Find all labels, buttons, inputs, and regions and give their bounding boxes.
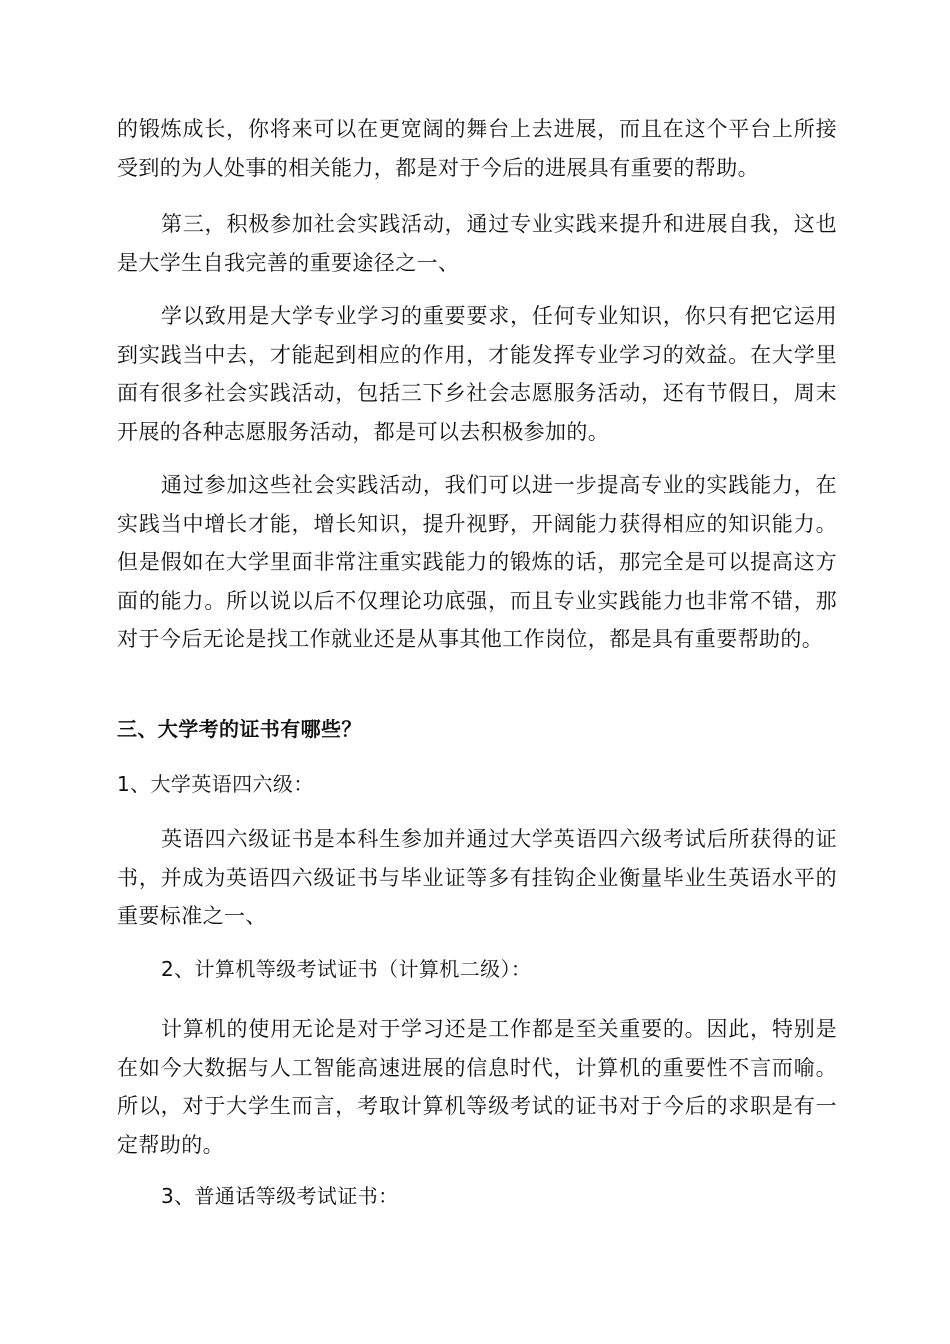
list-item-mandarin-cert: 3、普通话等级考试证书： bbox=[161, 1184, 399, 1208]
paragraph-computer-cert: 计算机的使用无论是对于学习还是工作都是至关重要的。因此，特别是在如今大数据与人工智能高速进展的信息时代，计算机的重要性不言而喻。所以，对于大学生而言，考取计算机等级考试的证书对于今后的求职是有一定帮助的。 bbox=[117, 1017, 837, 1157]
paragraph-point-three: 第三，积极参加社会实践活动，通过专业实践来提升和进展自我，这也是大学生自我完善的重要途径之一、 bbox=[117, 212, 837, 275]
list-item-english-cet: 1、大学英语四六级： bbox=[117, 772, 314, 796]
paragraph-growth-platform: 的锻炼成长，你将来可以在更宽阔的舞台上去进展，而且在这个平台上所接受到的为人处事的相关能力，都是对于今后的进展具有重要的帮助。 bbox=[117, 117, 837, 180]
section-heading-certificates: 三、大学考的证书有哪些？ bbox=[117, 717, 362, 741]
paragraph-english-cet: 英语四六级证书是本科生参加并通过大学英语四六级考试后所获得的证书，并成为英语四六级证书与毕业证等多有挂钩企业衡量毕业生英语水平的重要标准之一、 bbox=[117, 827, 837, 928]
paragraph-apply-learning: 学以致用是大学专业学习的重要要求，任何专业知识，你只有把它运用到实践当中去，才能起到相应的作用，才能发挥专业学习的效益。在大学里面有很多社会实践活动，包括三下乡社会志愿服务活动，还有节假日，周末开展的各种志愿服务活动，都是可以去积极参加的。 bbox=[117, 304, 837, 444]
paragraph-practice-benefits: 通过参加这些社会实践活动，我们可以进一步提高专业的实践能力，在实践当中增长才能，增长知识，提升视野，开阔能力获得相应的知识能力。但是假如在大学里面非常注重实践能力的锻炼的话，那完全是可以提高这方面的能力。所以说以后不仅理论功底强，而且专业实践能力也非常不错，那对于今后无论是找工作就业还是从事其他工作岗位，都是具有重要帮助的。 bbox=[117, 473, 837, 651]
list-item-computer-cert: 2、计算机等级考试证书（计算机二级）： bbox=[161, 957, 532, 981]
